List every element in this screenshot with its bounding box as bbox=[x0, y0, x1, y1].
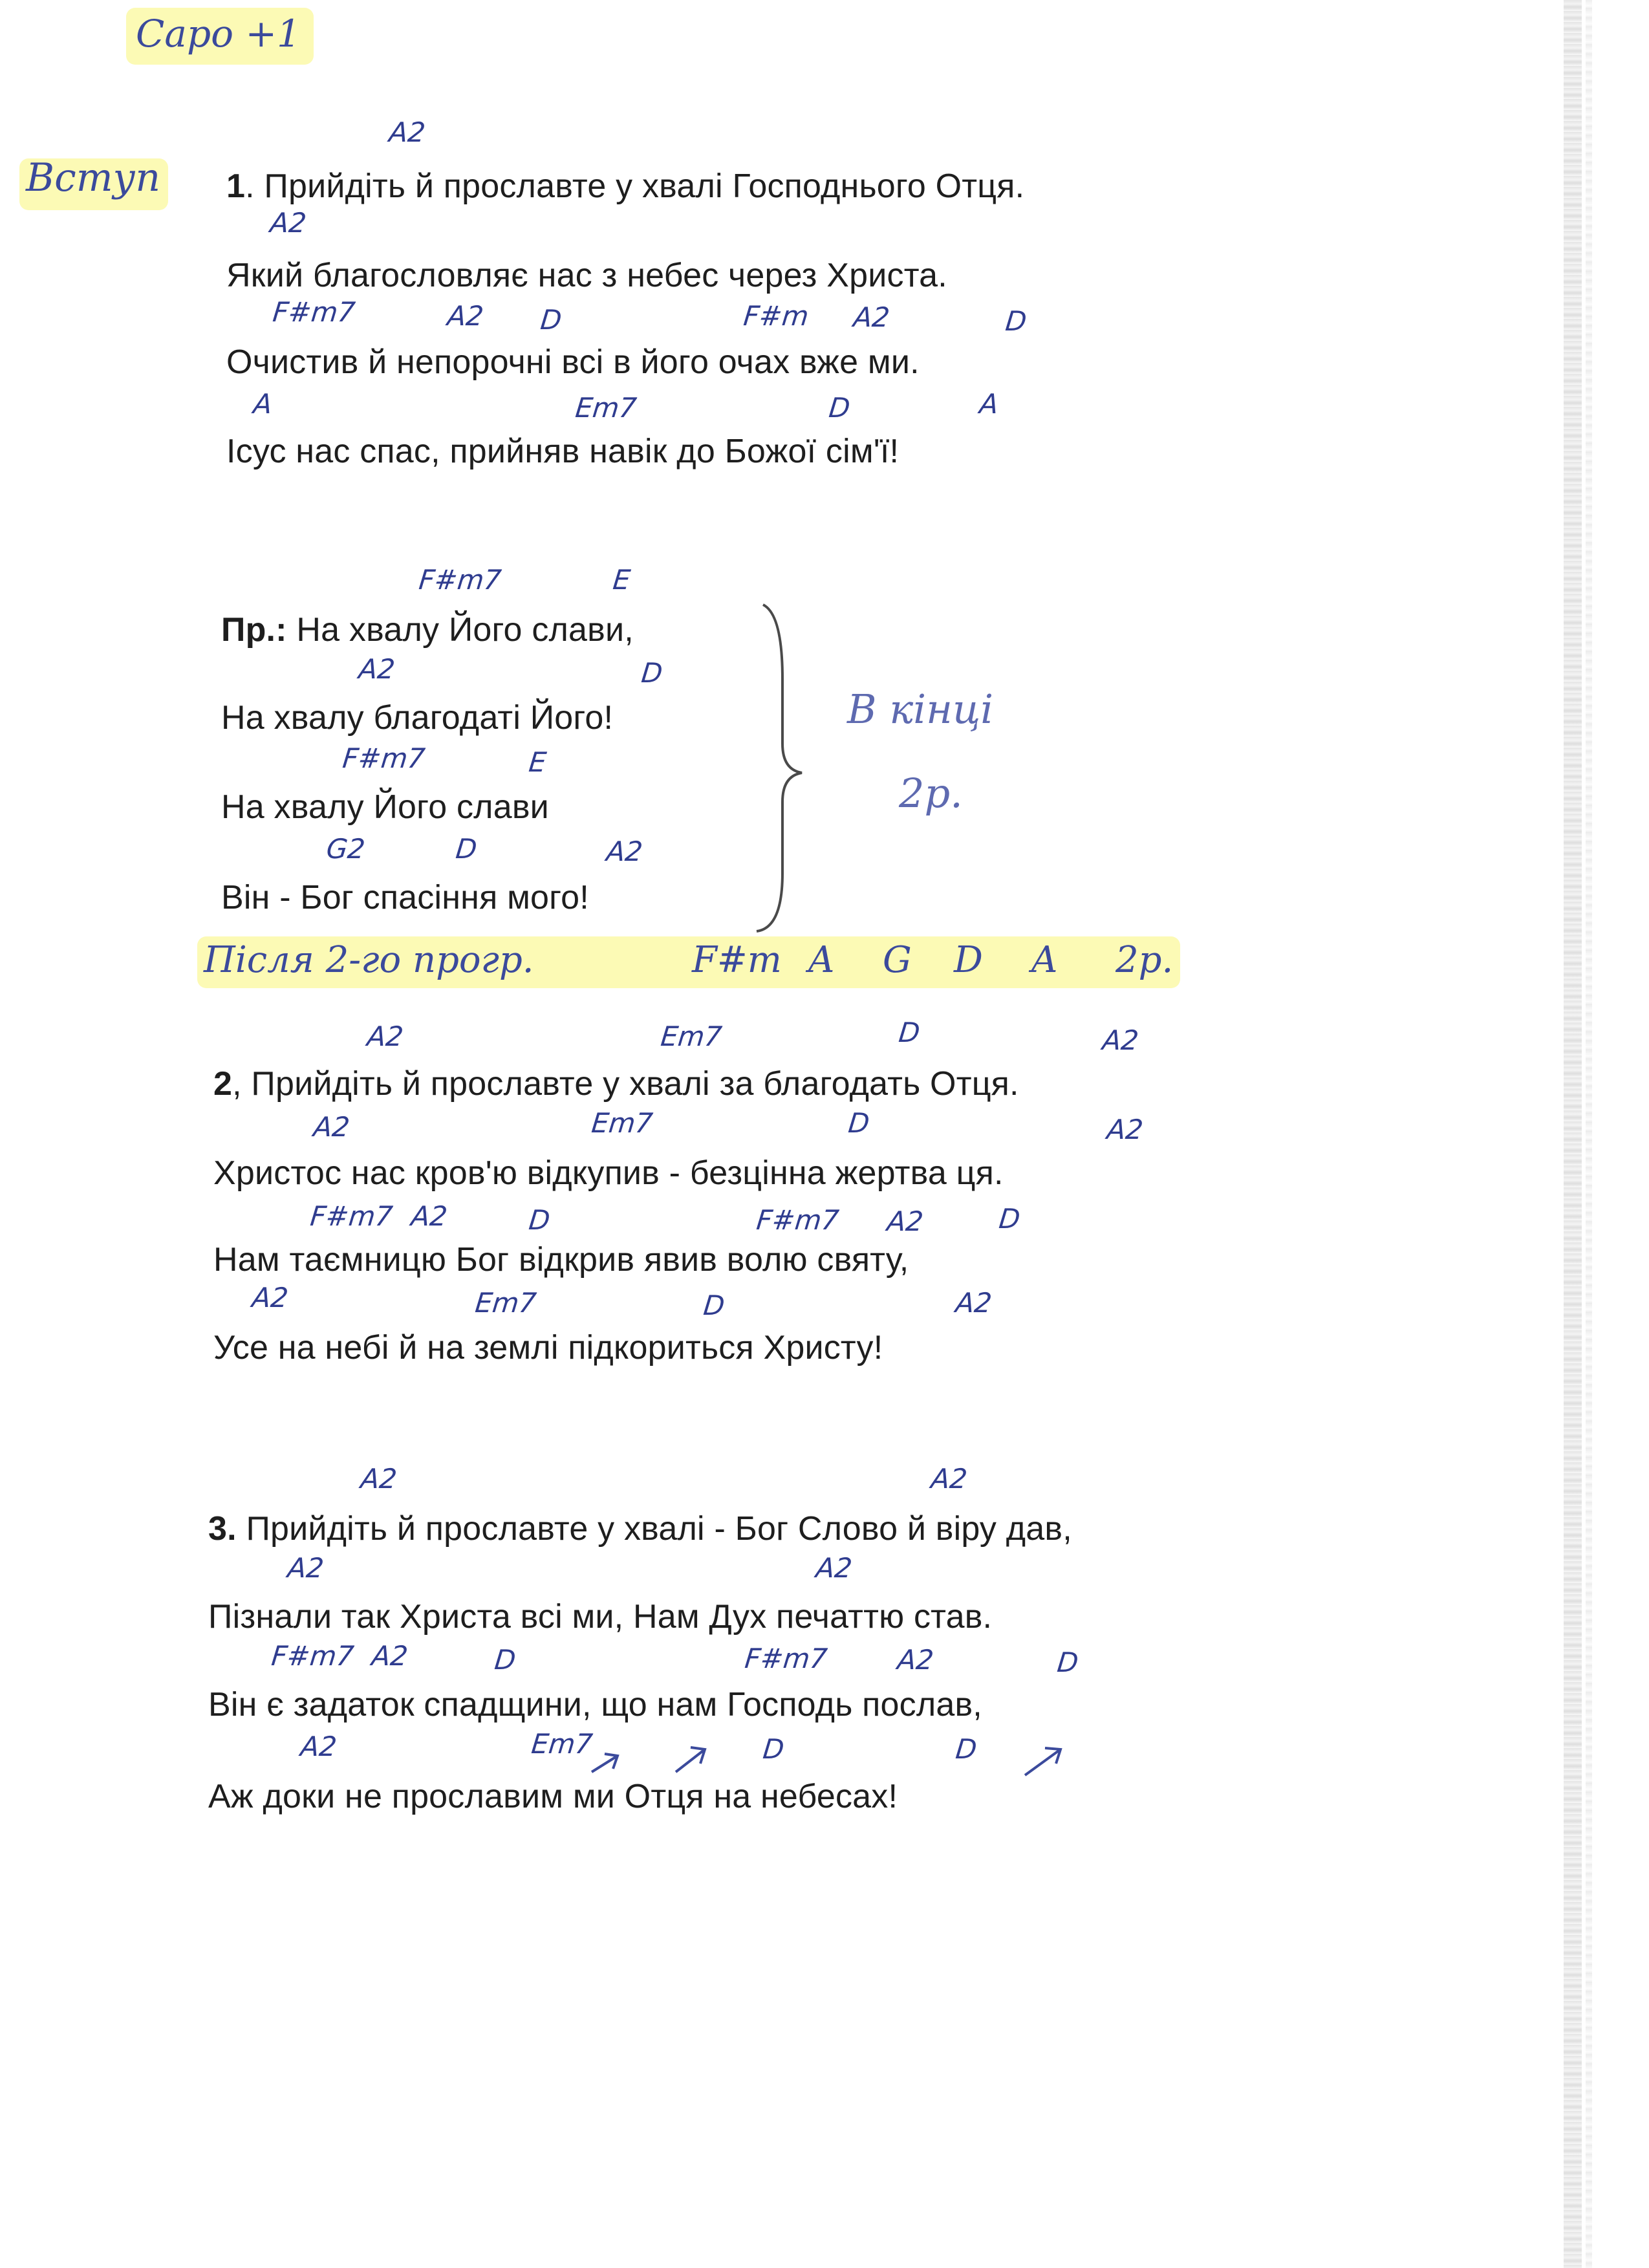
chord: D bbox=[640, 657, 664, 689]
repeat-note: 2р. bbox=[899, 770, 963, 817]
after-chorus-chord: F#m bbox=[692, 939, 782, 981]
chord: Em7 bbox=[574, 392, 638, 424]
chord: Em7 bbox=[659, 1021, 724, 1052]
after-chorus-chord: G bbox=[883, 939, 912, 981]
chorus-line3: На хвалу Його слави bbox=[221, 788, 549, 826]
chord: A bbox=[978, 388, 1000, 420]
chord: A2 bbox=[250, 1282, 290, 1313]
chord: F#m7 bbox=[270, 1640, 356, 1672]
chord: A2 bbox=[814, 1552, 854, 1584]
verse-number: 1 bbox=[226, 167, 246, 205]
chord: F#m7 bbox=[755, 1204, 841, 1236]
chord: A2 bbox=[1105, 1114, 1145, 1145]
verse1-line1: 1. Прийдіть й прославте у хвалі Господнього Отця. bbox=[226, 167, 1025, 205]
chord: D bbox=[493, 1644, 517, 1676]
scan-artifact bbox=[1586, 0, 1592, 2268]
verse2-line1: 2, Прийдіть й прославте у хвалі за благодать Отця. bbox=[213, 1065, 1019, 1103]
lyric-text: Прийдіть й прославте у хвалі - Бог Слово й віру дав, bbox=[246, 1510, 1072, 1548]
verse2-line4: Усе на небі й на землі підкориться Христу! bbox=[213, 1329, 883, 1366]
chord: F#m7 bbox=[308, 1200, 394, 1232]
verse-number: 2 bbox=[213, 1065, 233, 1103]
verse1-line3: Очистив й непорочні всі в його очах вже ми. bbox=[226, 343, 920, 381]
chord: A2 bbox=[370, 1640, 410, 1672]
at-end-note: В кінці bbox=[847, 686, 994, 733]
verse1-line4: Ісус нас спас, прийняв навік до Божої сім'ї! bbox=[226, 433, 900, 470]
chord: E bbox=[611, 564, 632, 596]
lyric-text: Прийдіть й прославте у хвалі за благодать Отця. bbox=[251, 1065, 1019, 1103]
capo-note: Capo +1 bbox=[136, 12, 301, 56]
chord: A2 bbox=[885, 1205, 925, 1237]
scan-artifact bbox=[1564, 0, 1582, 2268]
chord: D bbox=[702, 1290, 726, 1321]
chord: D bbox=[527, 1204, 552, 1236]
lyric-text: На хвалу Його слави, bbox=[296, 611, 634, 649]
chord: D bbox=[539, 304, 563, 336]
chord: D bbox=[897, 1017, 921, 1048]
chord: A2 bbox=[929, 1463, 969, 1495]
chord: A2 bbox=[954, 1287, 994, 1319]
verse3-line1 bbox=[208, 1509, 1072, 1548]
chord: A2 bbox=[387, 116, 427, 148]
intro-note: Вступ bbox=[26, 155, 161, 200]
chord: Em7 bbox=[473, 1287, 538, 1319]
after-chorus-chord: A bbox=[1031, 939, 1058, 981]
chord: F#m bbox=[742, 300, 810, 332]
chord: F#m7 bbox=[271, 296, 357, 328]
chord: A2 bbox=[365, 1021, 405, 1052]
chord: D bbox=[761, 1733, 786, 1765]
chord: F#m7 bbox=[743, 1643, 829, 1674]
chord: Em7 bbox=[590, 1107, 654, 1139]
chord: A2 bbox=[357, 653, 397, 685]
chord: D bbox=[1004, 305, 1028, 337]
chord: A2 bbox=[605, 836, 645, 867]
chord: A bbox=[252, 388, 274, 420]
chord: D bbox=[827, 392, 852, 424]
chord: A2 bbox=[896, 1644, 936, 1676]
verse3-line4: Аж доки не прославим ми Отця на небесах! bbox=[208, 1778, 898, 1815]
chorus-brace bbox=[744, 601, 808, 938]
verse2-line2: Христос нас кров'ю відкупив - безцінна жертва ця. bbox=[213, 1154, 1004, 1192]
after-chorus-repeat: 2р. bbox=[1116, 939, 1174, 981]
verse-number: 3. bbox=[208, 1510, 237, 1548]
chord: D bbox=[454, 833, 479, 865]
chord: A2 bbox=[286, 1552, 326, 1584]
chord: G2 bbox=[325, 833, 367, 865]
chord: Em7 bbox=[530, 1728, 594, 1760]
chord: F#m7 bbox=[417, 564, 503, 596]
chorus-label: Пр.: bbox=[221, 611, 287, 649]
chord: A2 bbox=[299, 1731, 339, 1762]
verse3-line3: Він є задаток спадщини, що нам Господь послав, bbox=[208, 1686, 982, 1723]
chord: A2 bbox=[1101, 1024, 1141, 1056]
verse2-line3: Нам таємницю Бог відкрив явив волю святу, bbox=[213, 1241, 909, 1279]
chord: D bbox=[1055, 1647, 1080, 1678]
chord: D bbox=[846, 1107, 871, 1139]
after-chorus-note: Після 2-го прогр. bbox=[204, 939, 534, 981]
chord: F#m7 bbox=[341, 742, 427, 774]
verse3-line2: Пізнали так Христа всі ми, Нам Дух печаттю став. bbox=[208, 1598, 993, 1636]
chorus-line1 bbox=[221, 610, 634, 649]
chord: A2 bbox=[446, 300, 486, 332]
chord: A2 bbox=[409, 1200, 449, 1232]
after-chorus-chord: A bbox=[808, 939, 835, 981]
lyric-text: Прийдіть й прославте у хвалі Господнього Отця. bbox=[264, 167, 1025, 205]
chorus-line4: Він - Бог спасіння мого! bbox=[221, 879, 589, 916]
chord: A2 bbox=[312, 1111, 352, 1143]
chorus-line2: На хвалу благодаті Його! bbox=[221, 699, 614, 737]
chord: A2 bbox=[268, 207, 308, 239]
chord: D bbox=[997, 1203, 1022, 1235]
after-chorus-chord: D bbox=[954, 939, 983, 981]
chord: A2 bbox=[852, 301, 892, 333]
chord: D bbox=[954, 1733, 978, 1765]
chord: A2 bbox=[359, 1463, 399, 1495]
chord: E bbox=[527, 746, 548, 778]
verse1-line2: Який благословляє нас з небес через Христа. bbox=[226, 257, 947, 294]
